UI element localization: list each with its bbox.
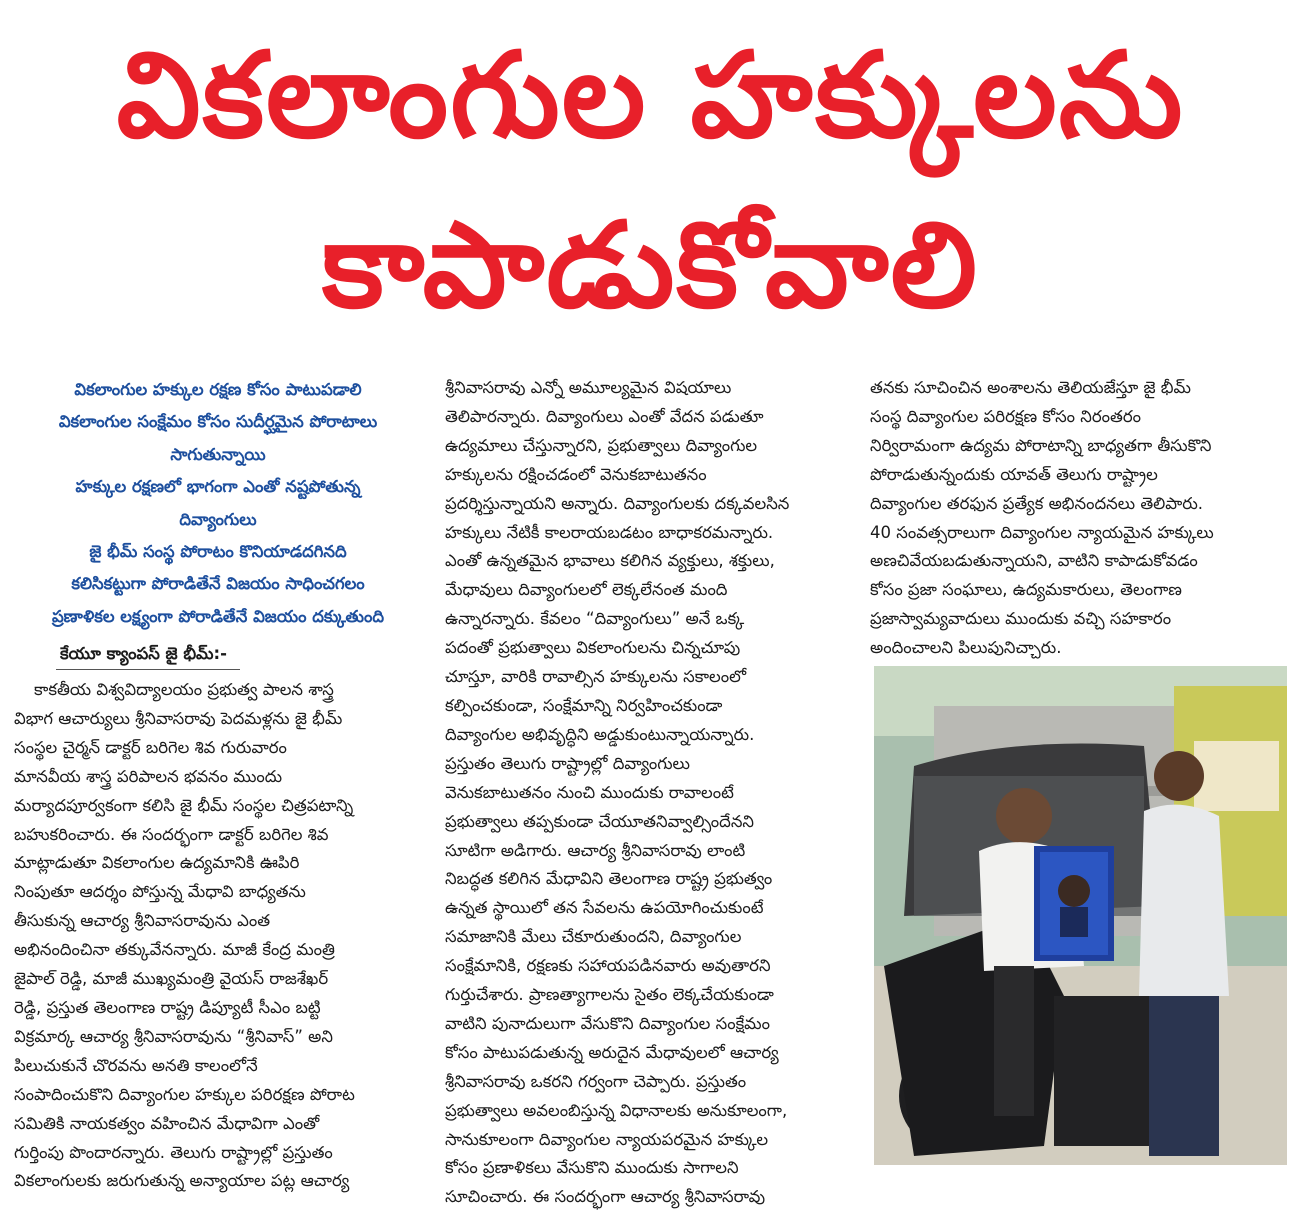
body-line: ఉన్నత స్థాయిలో తన సేవలను ఉపయోగించుకుంటే (445, 898, 764, 918)
body-line: తెలిపారన్నారు. దివ్యాంగులు ఎంతో వేదన పడుతూ (445, 406, 764, 426)
body-line: 40 సంవత్సరాలుగా దివ్యాంగుల న్యాయమైన హక్కులు (870, 522, 1214, 542)
body-line: వెనుకబాటుతనం నుంచి ముందుకు రావాలంటే (445, 782, 734, 802)
article-column-3 (870, 374, 1290, 663)
body-line: కోసం పాటుపడుతున్న అరుదైన మేధావులలో ఆచార్య (445, 1042, 779, 1062)
body-line: శ్రీనివాసరావు ఒకరని గర్వంగా చెప్పారు. ప్రస్తుతం (445, 1071, 747, 1091)
body-line: వికలాంగులకు జరుగుతున్న అన్యాయాల పట్ల ఆచార్య (14, 1171, 350, 1191)
body-line: మర్యాదపూర్వకంగా కలిసి జై భీమ్ సంస్థల చిత్రపటాన్ని (14, 795, 354, 815)
dateline-underline (56, 669, 240, 670)
body-line: గుర్తింపు పొందారన్నారు. తెలుగు రాష్ట్రాల్లో ప్రస్తుతం (14, 1142, 333, 1162)
deck-line: దివ్యాంగులు (179, 509, 257, 529)
body-line: కోసం ప్రణాళికలు వేసుకొని ముందుకు సాగాలని (445, 1158, 739, 1178)
body-line: వాటిని పునాదులుగా వేసుకొని దివ్యాంగుల సంక్షేమం (445, 1013, 771, 1033)
body-line: రెడ్డి, ప్రస్తుత తెలంగాణ రాష్ట్ర డిప్యూటీ సీఎం బట్టి (14, 997, 321, 1017)
deck-line: వికలాంగుల హక్కుల రక్షణ కోసం పాటుపడాలి (74, 380, 362, 399)
body-line: ఉన్నారన్నారు. కేవలం “దివ్యాంగులు” అనే ఒక్క (445, 609, 745, 629)
body-line: విభాగ ఆచార్యులు శ్రీనివాసరావు పెదమళ్లను జై భీమ్ (14, 708, 343, 728)
article-column-2 (445, 374, 845, 1212)
deck-line: కలిసికట్టుగా పోరాడితేనే విజయం సాధించగలం (71, 574, 365, 594)
body-line: అందించాలని పిలుపునిచ్చారు. (870, 638, 1062, 658)
body-line: మేధావులు దివ్యాంగులలో లెక్కలేనంత మంది (445, 580, 728, 600)
body-line: మానవీయ శాస్త్ర పరిపాలన భవనం ముందు (14, 766, 283, 786)
body-line: సమితికి నాయకత్వం వహించిన మేధావిగా ఎంతో (14, 1113, 320, 1133)
body-line: సమాజానికి మేలు చేకూరుతుందని, దివ్యాంగుల (445, 927, 742, 947)
body-line: ఎంతో ఉన్నతమైన భావాలు కలిగిన వ్యక్తులు, శక్తులు, (445, 551, 775, 571)
body-line: తనకు సూచించిన అంశాలను తెలియజేస్తూ జై భీమ్ (870, 378, 1191, 397)
deck-line: సాగుతున్నాయి (170, 444, 266, 464)
body-line: సానుకూలంగా దివ్యాంగుల న్యాయపరమైన హక్కుల (445, 1129, 769, 1149)
body-line: నిబద్ధత కలిగిన మేధావిని తెలంగాణ రాష్ట్ర ప్రభుత్వం (445, 869, 773, 889)
body-line: విక్రమార్క ఆచార్య శ్రీనివాసరావును “శ్రీనివాస్” అని (14, 1026, 333, 1046)
body-line: ప్రస్తుతం తెలుగు రాష్ట్రాల్లో దివ్యాంగులు (445, 753, 690, 773)
body-line: సూచించారు. ఈ సందర్భంగా ఆచార్య శ్రీనివాసరావు (445, 1187, 766, 1207)
article-column-1 (14, 676, 422, 1196)
body-line: హక్కులను రక్షించడంలో వెనుకబాటుతనం (445, 464, 707, 484)
body-line: శ్రీనివాసరావు ఎన్నో అమూల్యమైన విషయాలు (445, 378, 732, 397)
news-photo (874, 666, 1287, 1165)
deck-line: జై భీమ్ సంస్థ పోరాటం కొనియాడదగినది (89, 542, 347, 562)
deck-line: ప్రణాళికల లక్ష్యంగా పోరాడితేనే విజయం దక్కుతుంది (51, 606, 385, 626)
body-line: నిర్విరామంగా ఉద్యమ పోరాటాన్ని బాధ్యతగా తీసుకొని (870, 435, 1212, 455)
body-line: ఉద్యమాలు చేస్తున్నారని, ప్రభుత్వాలు దివ్యాంగుల (445, 435, 758, 455)
body-line: పోరాడుతున్నందుకు యావత్ తెలుగు రాష్ట్రాల (870, 464, 1158, 484)
body-line: గుర్తుచేశారు. ప్రాణత్యాగాలను సైతం లెక్కచేయకుండా (445, 985, 774, 1005)
body-line: జైపాల్ రెడ్డి, మాజీ ముఖ్యమంత్రి వైయస్ రాజశేఖర్ (14, 969, 329, 989)
body-line: దివ్యాంగుల అభివృద్ధిని అడ్డుకుంటున్నాయన్నారు. (445, 724, 755, 744)
body-line: మాట్లాడుతూ వికలాంగుల ఉద్యమానికి ఊపిరి (14, 853, 300, 873)
photo-illustration (874, 666, 1287, 1165)
headline-line-1: వికలాంగుల హక్కులను (116, 26, 1185, 164)
deck-line: వికలాంగుల సంక్షేమం కోసం సుదీర్ఘమైన పోరాటాలు (58, 412, 378, 432)
body-line: ప్రదర్శిస్తున్నాయని అన్నారు. దివ్యాంగులకు దక్కవలసిన (445, 493, 790, 513)
body-line: చూస్తూ, వారికి రావాల్సిన హక్కులను సకాలంలో (445, 667, 747, 687)
subheadline-decks (8, 374, 428, 633)
headline-line-2: కాపాడుకోవాలి (321, 196, 980, 334)
body-line: పిలుచుకునే చొరవను అనతి కాలంలోనే (14, 1055, 258, 1075)
body-line: దివ్యాంగుల తరఫున ప్రత్యేక అభినందనలు తెలిపారు. (870, 493, 1204, 513)
body-line: అణచివేయబడుతున్నాయని, వాటిని కాపాడుకోవడం (870, 551, 1198, 571)
body-line: సంపాదించుకొని దివ్యాంగుల హక్కుల పరిరక్షణ పోరాట (14, 1084, 355, 1104)
body-line: సంస్థ దివ్యాంగుల పరిరక్షణ కోసం నిరంతరం (870, 406, 1141, 426)
body-line: పదంతో ప్రభుత్వాలు వికలాంగులను చిన్నచూపు (445, 638, 741, 658)
body-line: నింపుతూ ఆదర్శం పోస్తున్న మేధావి బాధ్యతను (14, 882, 306, 902)
body-line: కాకతీయ విశ్వవిద్యాలయం ప్రభుత్వ పాలన శాస్త్ర (34, 680, 334, 699)
body-line: అభినందించినా తక్కువేనన్నారు. మాజీ కేంద్ర మంత్రి (14, 940, 335, 960)
body-line: సంక్షేమానికి, రక్షణకు సహాయపడినవారు అవుతారని (445, 956, 771, 976)
body-line: కోసం ప్రజా సంఘాలు, ఉద్యమకారులు, తెలంగాణ (870, 580, 1182, 600)
deck-line: హక్కుల రక్షణలో భాగంగా ఎంతో నష్టపోతున్న (75, 477, 361, 497)
body-line: బహుకరించారు. ఈ సందర్భంగా డాక్టర్ బరిగెల శివ (14, 824, 329, 844)
body-line: ప్రభుత్వాలు అవలంబిస్తున్న విధానాలకు అనుకూలంగా, (445, 1100, 788, 1120)
body-line: కల్పించకుండా, సంక్షేమాన్ని నిర్వహించకుండా (445, 695, 723, 715)
body-line: సంస్థల చైర్మన్ డాక్టర్ బరిగెల శివ గురువారం (14, 737, 287, 757)
body-line: సూటిగా అడిగారు. ఆచార్య శ్రీనివాసరావు లాంటి (445, 840, 746, 860)
dateline: కేయూ క్యాంపస్ జై భీమ్:- (60, 644, 227, 663)
body-line: ప్రజాస్వామ్యవాదులు ముందుకు వచ్చి సహకారం (870, 609, 1172, 629)
body-line: హక్కులు నేటికీ కాలరాయబడటం బాధాకరమన్నారు. (445, 522, 774, 542)
body-line: ప్రభుత్వాలు తప్పకుండా చేయూతనివ్వాల్సిందేనని (445, 811, 754, 831)
body-line: తీసుకున్న ఆచార్య శ్రీనివాసరావును ఎంత (14, 911, 271, 931)
